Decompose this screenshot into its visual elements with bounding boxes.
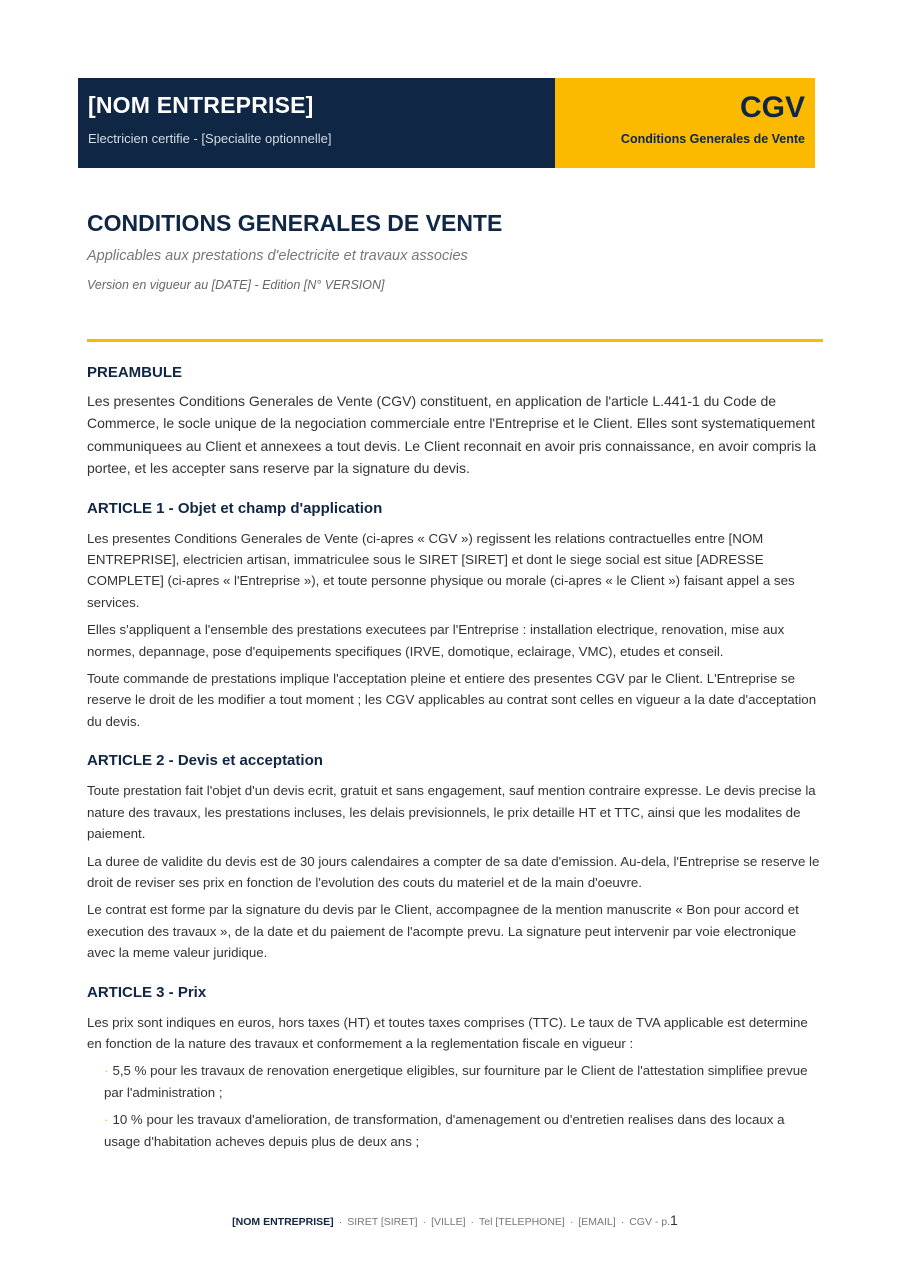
list-item [104, 1060, 823, 1103]
article-2-heading: ARTICLE 2 - Devis et acceptation [87, 752, 323, 770]
vat-rate-list [87, 1060, 823, 1152]
article-1-paragraph: Toute commande de prestations implique l'acceptation pleine et entiere des presentes CGV par le Client. L'Entreprise se reserve le droit de les modifier a tout moment ; les CGV applicables au contrat sont celles en vigueur a la date d'acceptation du devis. [87, 671, 817, 729]
footer-email: [EMAIL] [578, 1216, 616, 1228]
page-subtitle: Applicables aux prestations d'electricite et travaux associes [87, 248, 468, 264]
list-item [104, 1109, 823, 1152]
page-footer: [NOM ENTREPRISE] · SIRET [SIRET] · [VILLE] · Tel [TELEPHONE] · [EMAIL] · CGV - p.1 [232, 1212, 678, 1228]
article-2-paragraph: Toute prestation fait l'objet d'un devis ecrit, gratuit et sans engagement, sauf mention contraire expresse. Le devis precise la nature des travaux, les prestations incluses, les delais previsionnels, le prix detaille HT et TTC, ainsi que les modalites de paiement. [87, 783, 816, 842]
preamble-text: Les presentes Conditions Generales de Vente (CGV) constituent, en application de l'article L.441-1 du Code de Commerce, le socle unique de la negociation commerciale entre l'Entreprise et le Client. Elles sont systematiquement communiquees au Client et annexees a tout devis. Le Client reconnait en avoir pris connaissance, en avoir compris la portee, et les accepter sans reserve par la signature du devis. [87, 393, 817, 477]
document-header [78, 78, 815, 168]
article-1-paragraph: Les presentes Conditions Generales de Vente (ci-apres « CGV ») regissent les relations contractuelles entre [NOM ENTREPRISE], electricien artisan, immatriculee sous le SIRET [SIRET] et dont le siege social est situe [ADRESSE COMPLETE] (ci-apres « l'Entreprise »), et toute personne physique ou morale (ci-apres « le Client ») faisant appel a ses services. [87, 530, 795, 610]
footer-page-label: CGV - p. [629, 1216, 671, 1228]
preamble-heading: PREAMBULE [87, 364, 183, 381]
company-tagline: Electricien certifie - [Specialite optionnelle] [88, 131, 332, 146]
article-3-heading: ARTICLE 3 - Prix [87, 983, 207, 1001]
header-cgv-badge [555, 78, 815, 168]
company-name: [NOM ENTREPRISE] [88, 92, 314, 118]
article-2-paragraph: La duree de validite du devis est de 30 jours calendaires a compter de sa date d'emission. Au-dela, l'Entreprise se reserve le droit de reviser ses prix en fonction de l'evolution des couts du materiel et de la main d'oeuvre. [87, 853, 820, 890]
bullet-dot-icon: · [104, 1112, 109, 1128]
divider [87, 339, 823, 342]
footer-siret: SIRET [SIRET] [347, 1216, 418, 1228]
footer-city: [VILLE] [431, 1216, 466, 1228]
bullet-dot-icon: · [104, 1063, 109, 1079]
footer-phone: Tel [TELEPHONE] [479, 1216, 565, 1228]
version-line: Version en vigueur au [DATE] - Edition [N° VERSION] [87, 278, 385, 292]
cgv-badge-subtitle: Conditions Generales de Vente [620, 132, 805, 146]
article-1-paragraph: Elles s'appliquent a l'ensemble des prestations executees par l'Entreprise : installation electrique, renovation, mise aux normes, depannage, pose d'equipements specifiques (IRVE, domotique, eclairage, VMC), etudes et conseil. [87, 622, 785, 659]
cgv-badge-title: CGV [739, 91, 805, 124]
article-1-heading: ARTICLE 1 - Objet et champ d'application [87, 499, 383, 517]
article-3-paragraph: Les prix sont indiques en euros, hors taxes (HT) et toutes taxes comprises (TTC). Le taux de TVA applicable est determine en fonction de la nature des travaux et conformement a la reglementation fiscale en vigueur : [87, 1014, 808, 1051]
document-body [87, 206, 823, 1158]
footer-page-number: 1 [670, 1212, 678, 1228]
list-item-text: 5,5 % pour les travaux de renovation energetique eligibles, sur fourniture par le Client de l'attestation simplifiee prevue par l'administration ; [104, 1063, 808, 1100]
list-item-text: 10 % pour les travaux d'amelioration, de transformation, d'amenagement ou d'entretien realises dans des locaux a usage d'habitation acheves depuis plus de deux ans ; [104, 1112, 785, 1149]
page-title: CONDITIONS GENERALES DE VENTE [87, 210, 503, 236]
footer-company: [NOM ENTREPRISE] [232, 1216, 334, 1228]
header-company-block [78, 78, 555, 168]
article-2-paragraph: Le contrat est forme par la signature du devis par le Client, accompagnee de la mention manuscrite « Bon pour accord et execution des travaux », de la date et du paiement de l'acompte prevu. La signature peut intervenir par voie electronique avec la meme valeur juridique. [87, 902, 799, 961]
